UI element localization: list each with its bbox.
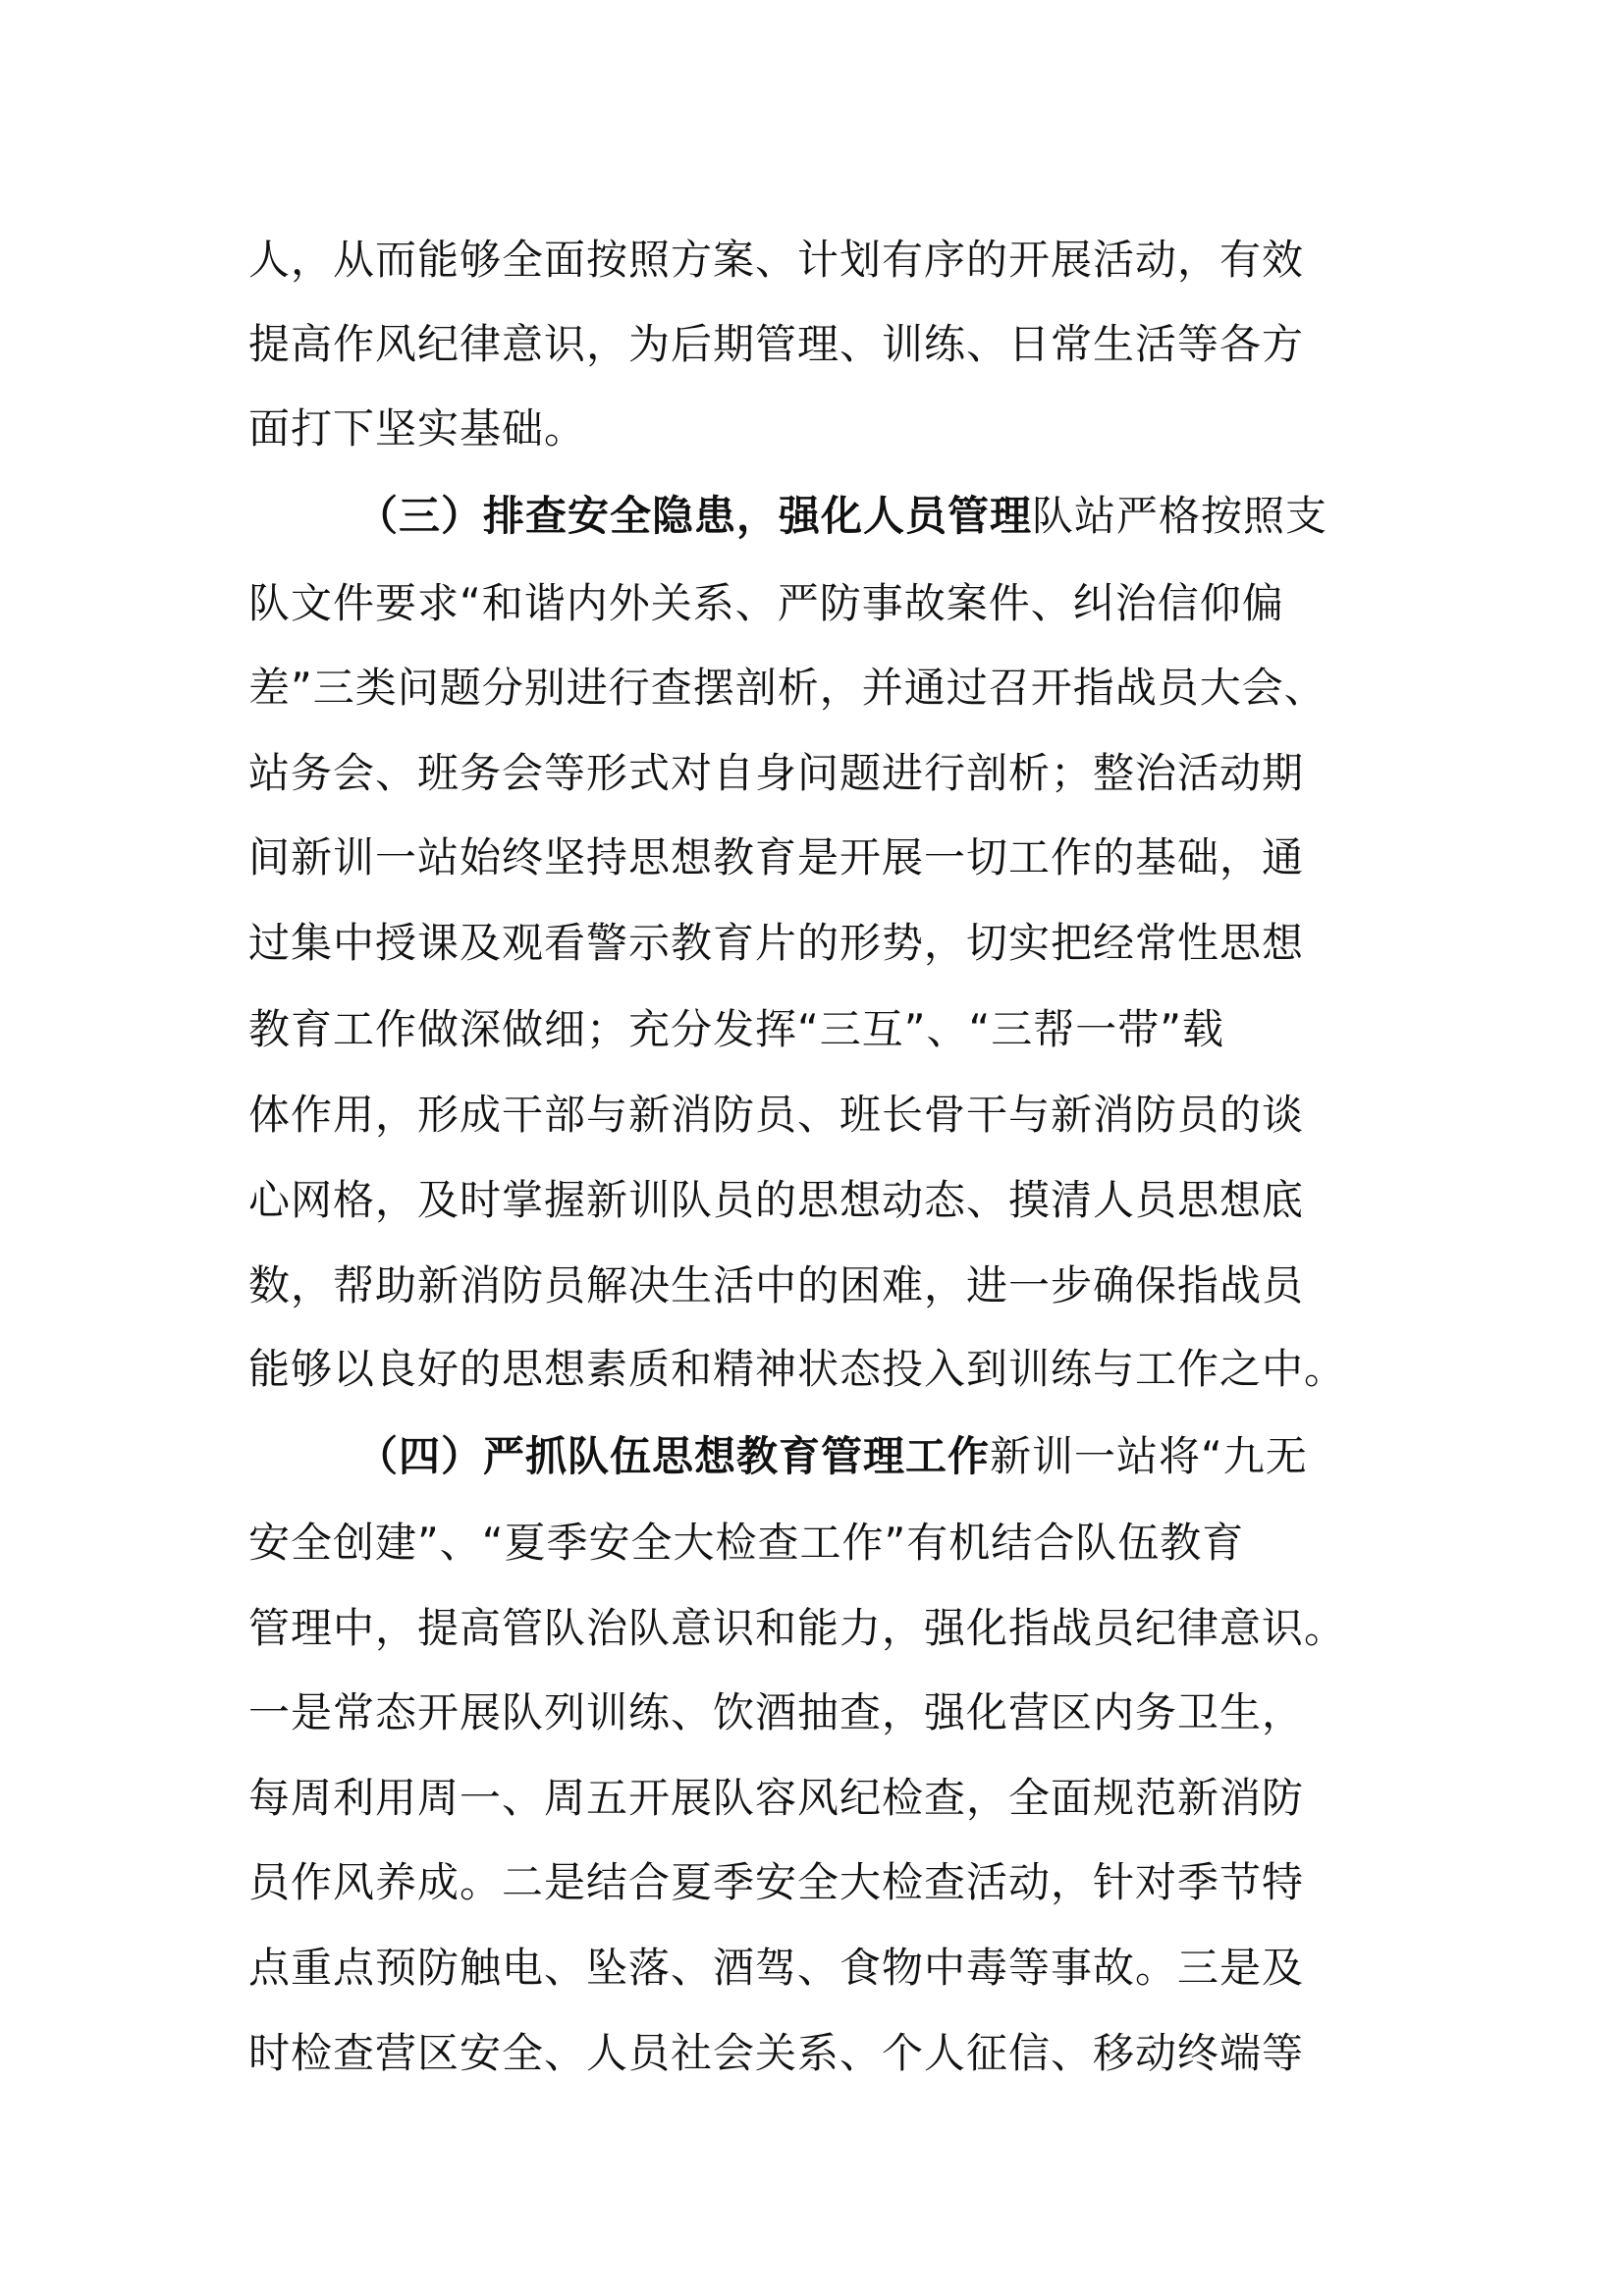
section-3-first-line [356, 474, 1387, 559]
paragraph-line: 间新训一站始终坚持思想教育是开展一切工作的基础，通 [248, 833, 1305, 881]
paragraph-line: 能够以良好的思想素质和精神状态投入到训练与工作之中。 [248, 1345, 1347, 1393]
section-3-text: 队站严格按照支 [1032, 492, 1328, 540]
paragraph-line: 人，从而能够全面按照方案、计划有序的开展活动，有效 [248, 236, 1305, 284]
section-4-heading: （四）严抓队伍思想教育管理工作 [356, 1432, 991, 1480]
paragraph-line: 队文件要求“和谐内外关系、严防事故案件、纠治信仰偏 [248, 579, 1284, 627]
section-3-heading: （三）排查安全隐患，强化人员管理 [356, 492, 1033, 540]
paragraph-line: 一是常态开展队列训练、饮酒抽查，强化营区内务卫生， [248, 1688, 1305, 1736]
paragraph-line: 面打下坚实基础。 [248, 404, 587, 453]
paragraph-line: 员作风养成。二是结合夏季安全大检查活动，针对季节特 [248, 1858, 1305, 1906]
section-4-first-line [356, 1415, 1387, 1499]
paragraph-line: 心网格，及时掌握新训队员的思想动态、摸清人员思想底 [248, 1176, 1305, 1224]
paragraph-line: 时检查营区安全、人员社会关系、个人征信、移动终端等 [248, 2029, 1305, 2077]
paragraph-line: 安全创建”、“夏季安全大检查工作”有机结合队伍教育 [248, 1519, 1245, 1567]
paragraph-line: 点重点预防触电、坠落、酒驾、食物中毒等事故。三是及 [248, 1944, 1305, 1992]
paragraph-line: 提高作风纪律意识，为后期管理、训练、日常生活等各方 [248, 320, 1305, 368]
paragraph-line: 数，帮助新消防员解决生活中的困难，进一步确保指战员 [248, 1261, 1305, 1309]
section-4-text: 新训一站将“九无 [990, 1432, 1308, 1480]
paragraph-line: 站务会、班务会等形式对自身问题进行剖析；整治活动期 [248, 749, 1305, 797]
paragraph-line: 体作用，形成干部与新消防员、班长骨干与新消防员的谈 [248, 1091, 1305, 1139]
paragraph-line: 教育工作做深做细；充分发挥“三互”、“三帮一带”载 [248, 1005, 1225, 1053]
paragraph-line: 过集中授课及观看警示教育片的形势，切实把经常性思想 [248, 919, 1305, 967]
paragraph-line: 差”三类问题分别进行查摆剖析，并通过召开指战员大会、 [248, 664, 1326, 712]
paragraph-line: 管理中，提高管队治队意识和能力，强化指战员纪律意识。 [248, 1604, 1347, 1652]
paragraph-line: 每周利用周一、周五开展队容风纪检查，全面规范新消防 [248, 1774, 1305, 1822]
